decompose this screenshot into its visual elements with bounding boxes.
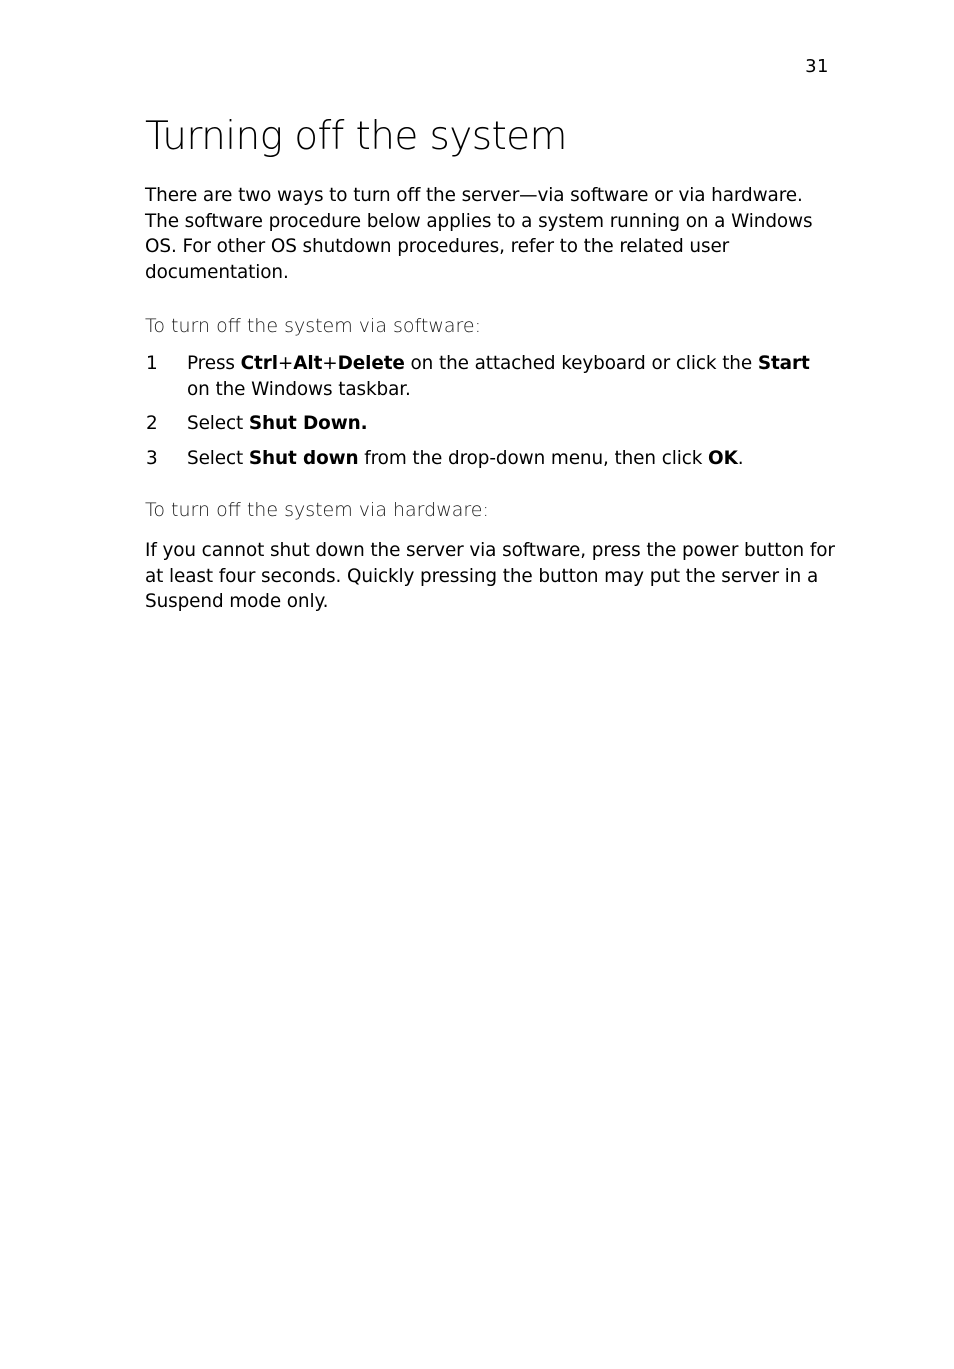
intro-paragraph: There are two ways to turn off the server—via software or via hardware. The software procedure below applies to a system running on a Windows OS. For other OS shutdown procedures, refer to the related user documentation. [145, 185, 813, 283]
ok-label: OK [708, 447, 738, 469]
page-number: 31 [805, 56, 829, 77]
list-item-step-3 [145, 446, 835, 472]
list-item-step-1 [145, 351, 835, 402]
key-alt: Alt [293, 353, 323, 374]
page-title: Turning off the system [145, 114, 567, 159]
software-heading: To turn off the system via software: [145, 315, 481, 337]
list-item-step-2 [145, 411, 835, 437]
software-steps-list [145, 351, 835, 471]
step-text: Press Ctrl+Alt+Delete on the attached keyboard or click the Start on the Windows taskbar. [187, 353, 810, 400]
key-ctrl: Ctrl [240, 353, 278, 374]
step-number: 1 [146, 353, 158, 374]
step-number: 3 [146, 447, 158, 469]
start-label: Start [757, 353, 810, 374]
step-text: Select Shut down from the drop-down menu, then click OK. [187, 447, 744, 469]
hardware-paragraph: If you cannot shut down the server via software, press the power button for at least four seconds. Quickly pressing the button may put the server in a Suspend mode only. [145, 540, 835, 612]
shut-down-label: Shut Down. [248, 413, 368, 434]
step-number: 2 [146, 413, 158, 434]
hardware-heading: To turn off the system via hardware: [145, 499, 489, 521]
key-delete: Delete [337, 353, 405, 374]
shut-down-option-label: Shut down [248, 447, 359, 469]
step-text: Select Shut Down. [187, 413, 368, 434]
document-body [145, 112, 835, 615]
